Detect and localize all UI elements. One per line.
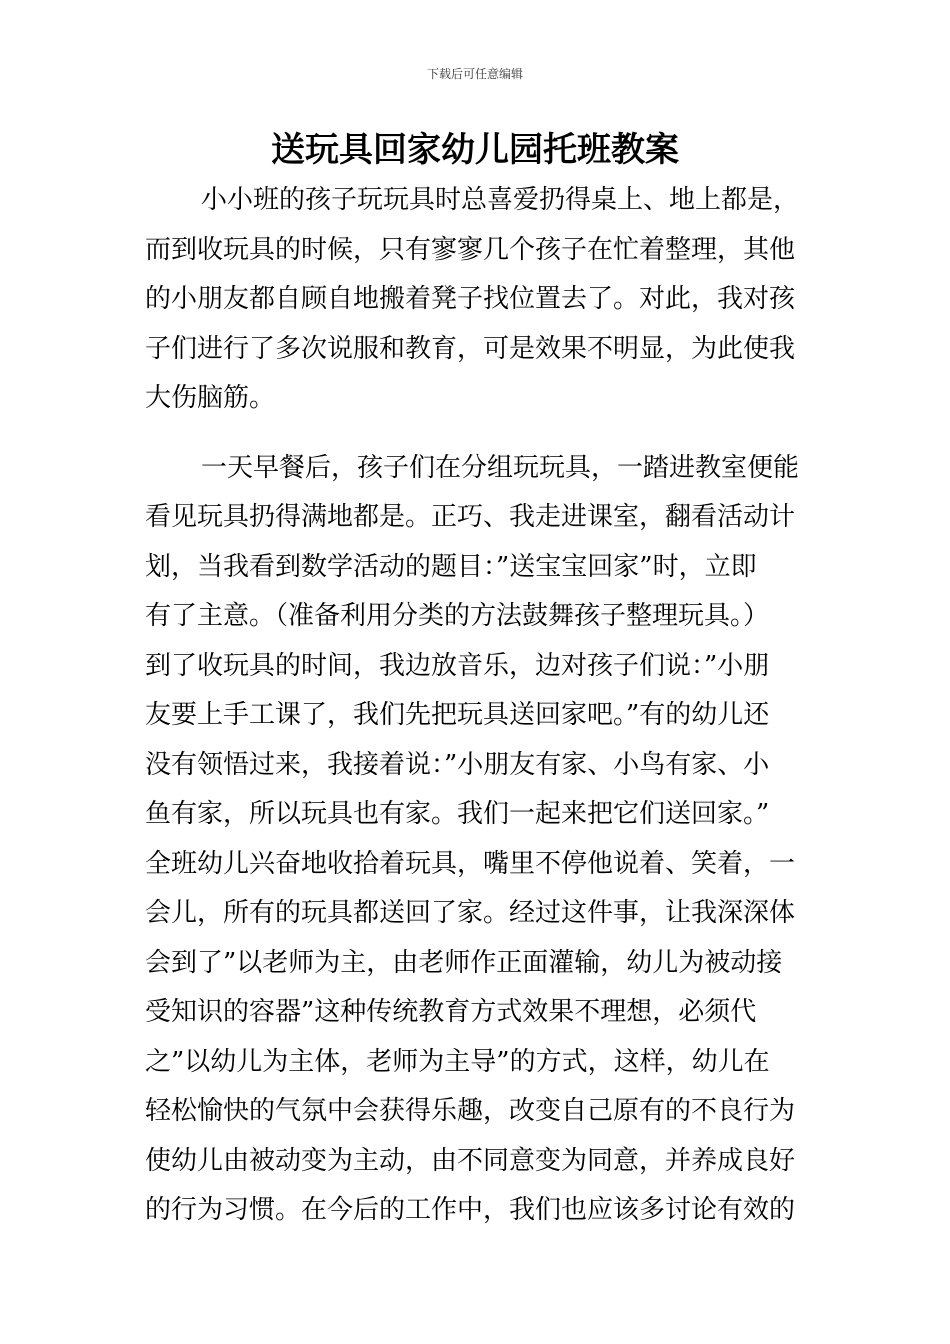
paragraph-line: 没有领悟过来，我接着说：”小朋友有家、小鸟有家、小 bbox=[145, 749, 770, 780]
document-title: 送玩具回家幼儿园托班教案 bbox=[271, 130, 679, 170]
paragraph-line: 一天早餐后，孩子们在分组玩玩具，一踏进教室便能 bbox=[201, 452, 800, 483]
page-header-note: 下载后可任意编辑 bbox=[426, 67, 523, 81]
paragraph-line: 之”以幼儿为主体，老师为主导”的方式，这样，幼儿在 bbox=[145, 1046, 770, 1077]
paragraph-1 bbox=[145, 176, 805, 424]
paragraph-line: 有了主意。（准备利用分类的方法鼓舞孩子整理玩具。） bbox=[145, 601, 770, 631]
paragraph-line: 小小班的孩子玩玩具时总喜爱扔得桌上、地上都是， bbox=[201, 185, 800, 215]
paragraph-line: 使幼儿由被动变为主动，由不同意变为同意，并养成良好 bbox=[145, 1145, 796, 1176]
paragraph-line: 会儿，所有的玩具都送回了家。经过这件事，让我深深体 bbox=[145, 898, 796, 928]
paragraph-line: 而到收玩具的时候，只有寥寥几个孩子在忙着整理，其他 bbox=[145, 234, 796, 265]
paragraph-line: 子们进行了多次说服和教育，可是效果不明显，为此使我 bbox=[145, 333, 796, 364]
paragraph-line: 友要上手工课了，我们先把玩具送回家吧。”有的幼儿还 bbox=[145, 700, 770, 730]
paragraph-line: 全班幼儿兴奋地收拾着玩具，嘴里不停他说着、笑着，一 bbox=[145, 848, 796, 879]
paragraph-line: 划，当我看到数学活动的题目：”送宝宝回家”时，立即 bbox=[145, 551, 757, 582]
paragraph-line: 鱼有家，所以玩具也有家。我们一起来把它们送回家。” bbox=[145, 799, 770, 829]
paragraph-2 bbox=[145, 444, 805, 1236]
paragraph-spacer bbox=[145, 424, 805, 444]
paragraph-line: 到了收玩具的时间，我边放音乐，边对孩子们说：”小朋 bbox=[145, 650, 770, 681]
paragraph-line: 的小朋友都自顾自地搬着凳子找位置去了。对此，我对孩 bbox=[145, 284, 796, 314]
paragraph-line: 轻松愉快的气氛中会获得乐趣，改变自己原有的不良行为 bbox=[145, 1096, 796, 1126]
paragraph-line: 的行为习惯。在今后的工作中，我们也应该多讨论有效的 bbox=[145, 1195, 796, 1225]
paragraph-line: 大伤脑筋。 bbox=[145, 383, 276, 413]
paragraph-line: 会到了”以老师为主，由老师作正面灌输，幼儿为被动接 bbox=[145, 947, 783, 978]
paragraph-line: 看见玩具扔得满地都是。正巧、我走进课室，翻看活动计 bbox=[145, 502, 796, 532]
paragraph-line: 受知识的容器”这种传统教育方式效果不理想，必须代 bbox=[145, 997, 757, 1027]
document-body bbox=[145, 176, 805, 1236]
